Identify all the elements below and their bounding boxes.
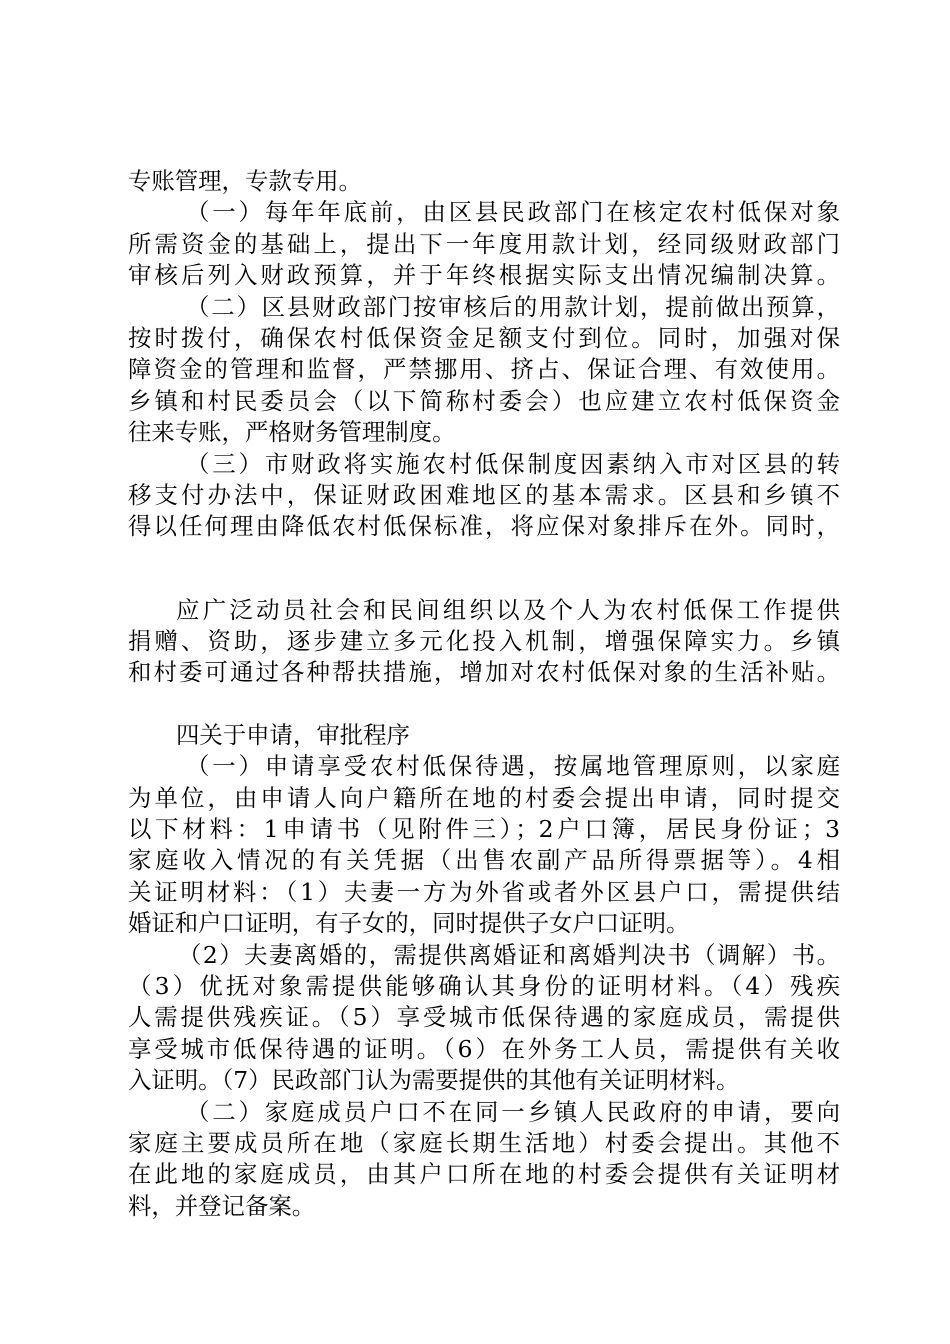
text-line: 专账管理，专款专用。	[128, 167, 362, 195]
text-line: 应广泛动员社会和民间组织以及个人为农村低保工作提供	[176, 595, 840, 624]
text-line: 在此地的家庭成员，由其户口所在地的村委会提供有关证明材	[128, 1160, 840, 1189]
text-line: 关证明材料：（1）夫妻一方为外省或者外区县户口，需提供结	[128, 877, 840, 906]
text-line: 人需提供残疾证。（5）享受城市低保待遇的家庭成员，需提供	[128, 1003, 840, 1032]
text-line: 和村委可通过各种帮扶措施，增加对农村低保对象的生活补贴。	[128, 658, 840, 687]
section-application-procedure	[128, 720, 840, 1222]
text-line: 往来专账，严格财务管理制度。	[128, 418, 456, 447]
text-line: 捐赠、资助，逐步建立多元化投入机制，增强保障实力。乡镇	[128, 627, 840, 656]
text-line: 享受城市低保待遇的证明。（6）在外务工人员，需提供有关收	[128, 1034, 840, 1063]
text-line: （一）每年年底前，由区县民政部门在核定农村低保对象	[186, 198, 840, 227]
text-line: （二）家庭成员户口不在同一乡镇人民政府的申请，要向	[186, 1097, 840, 1126]
text-line: 移支付办法中，保证财政困难地区的基本需求。区县和乡镇不	[128, 480, 840, 509]
paragraph-block-fund-management	[128, 166, 840, 543]
paragraph-block-donations	[128, 595, 840, 689]
text-line: 料，并登记备案。	[128, 1191, 316, 1220]
text-line: 障资金的管理和监督，严禁挪用、挤占、保证合理、有效使用。	[128, 355, 840, 384]
text-line: （二）区县财政部门按审核后的用款计划，提前做出预算，	[186, 292, 840, 321]
text-line: 婚证和户口证明，有子女的，同时提供子女户口证明。	[128, 909, 690, 938]
text-line: 审核后列入财政预算，并于年终根据实际支出情况编制决算。	[128, 261, 840, 290]
section-heading: 四关于申请，审批程序	[176, 720, 410, 749]
text-line: 家庭主要成员所在地（家庭长期生活地）村委会提出。其他不	[128, 1128, 840, 1157]
document-page	[128, 166, 840, 1222]
text-line: 按时拨付，确保农村低保资金足额支付到位。同时，加强对保	[128, 323, 840, 352]
text-line: 家庭收入情况的有关凭据（出售农副产品所得票据等）。4相	[128, 846, 840, 875]
text-line: （三）市财政将实施农村低保制度因素纳入市对区县的转	[186, 449, 840, 478]
text-line: （3）优抚对象需提供能够确认其身份的证明材料。（4）残疾	[128, 971, 840, 1000]
text-line: 为单位，由申请人向户籍所在地的村委会提出申请，同时提交	[128, 783, 840, 812]
text-line: 得以任何理由降低农村低保标准，将应保对象排斥在外。同时，	[128, 512, 840, 541]
text-line: 所需资金的基础上，提出下一年度用款计划，经同级财政部门	[128, 229, 840, 258]
text-line: （一）申请享受农村低保待遇，按属地管理原则，以家庭	[186, 752, 840, 781]
text-line: （2）夫妻离婚的，需提供离婚证和离婚判决书（调解）书。	[178, 940, 840, 969]
text-line: 乡镇和村民委员会（以下简称村委会）也应建立农村低保资金	[128, 386, 840, 415]
text-line: 以下材料：1申请书（见附件三）；2户口簿，居民身份证；3	[128, 815, 840, 844]
text-line: 入证明。（7）民政部门认为需要提供的其他有关证明材料。	[128, 1066, 740, 1095]
